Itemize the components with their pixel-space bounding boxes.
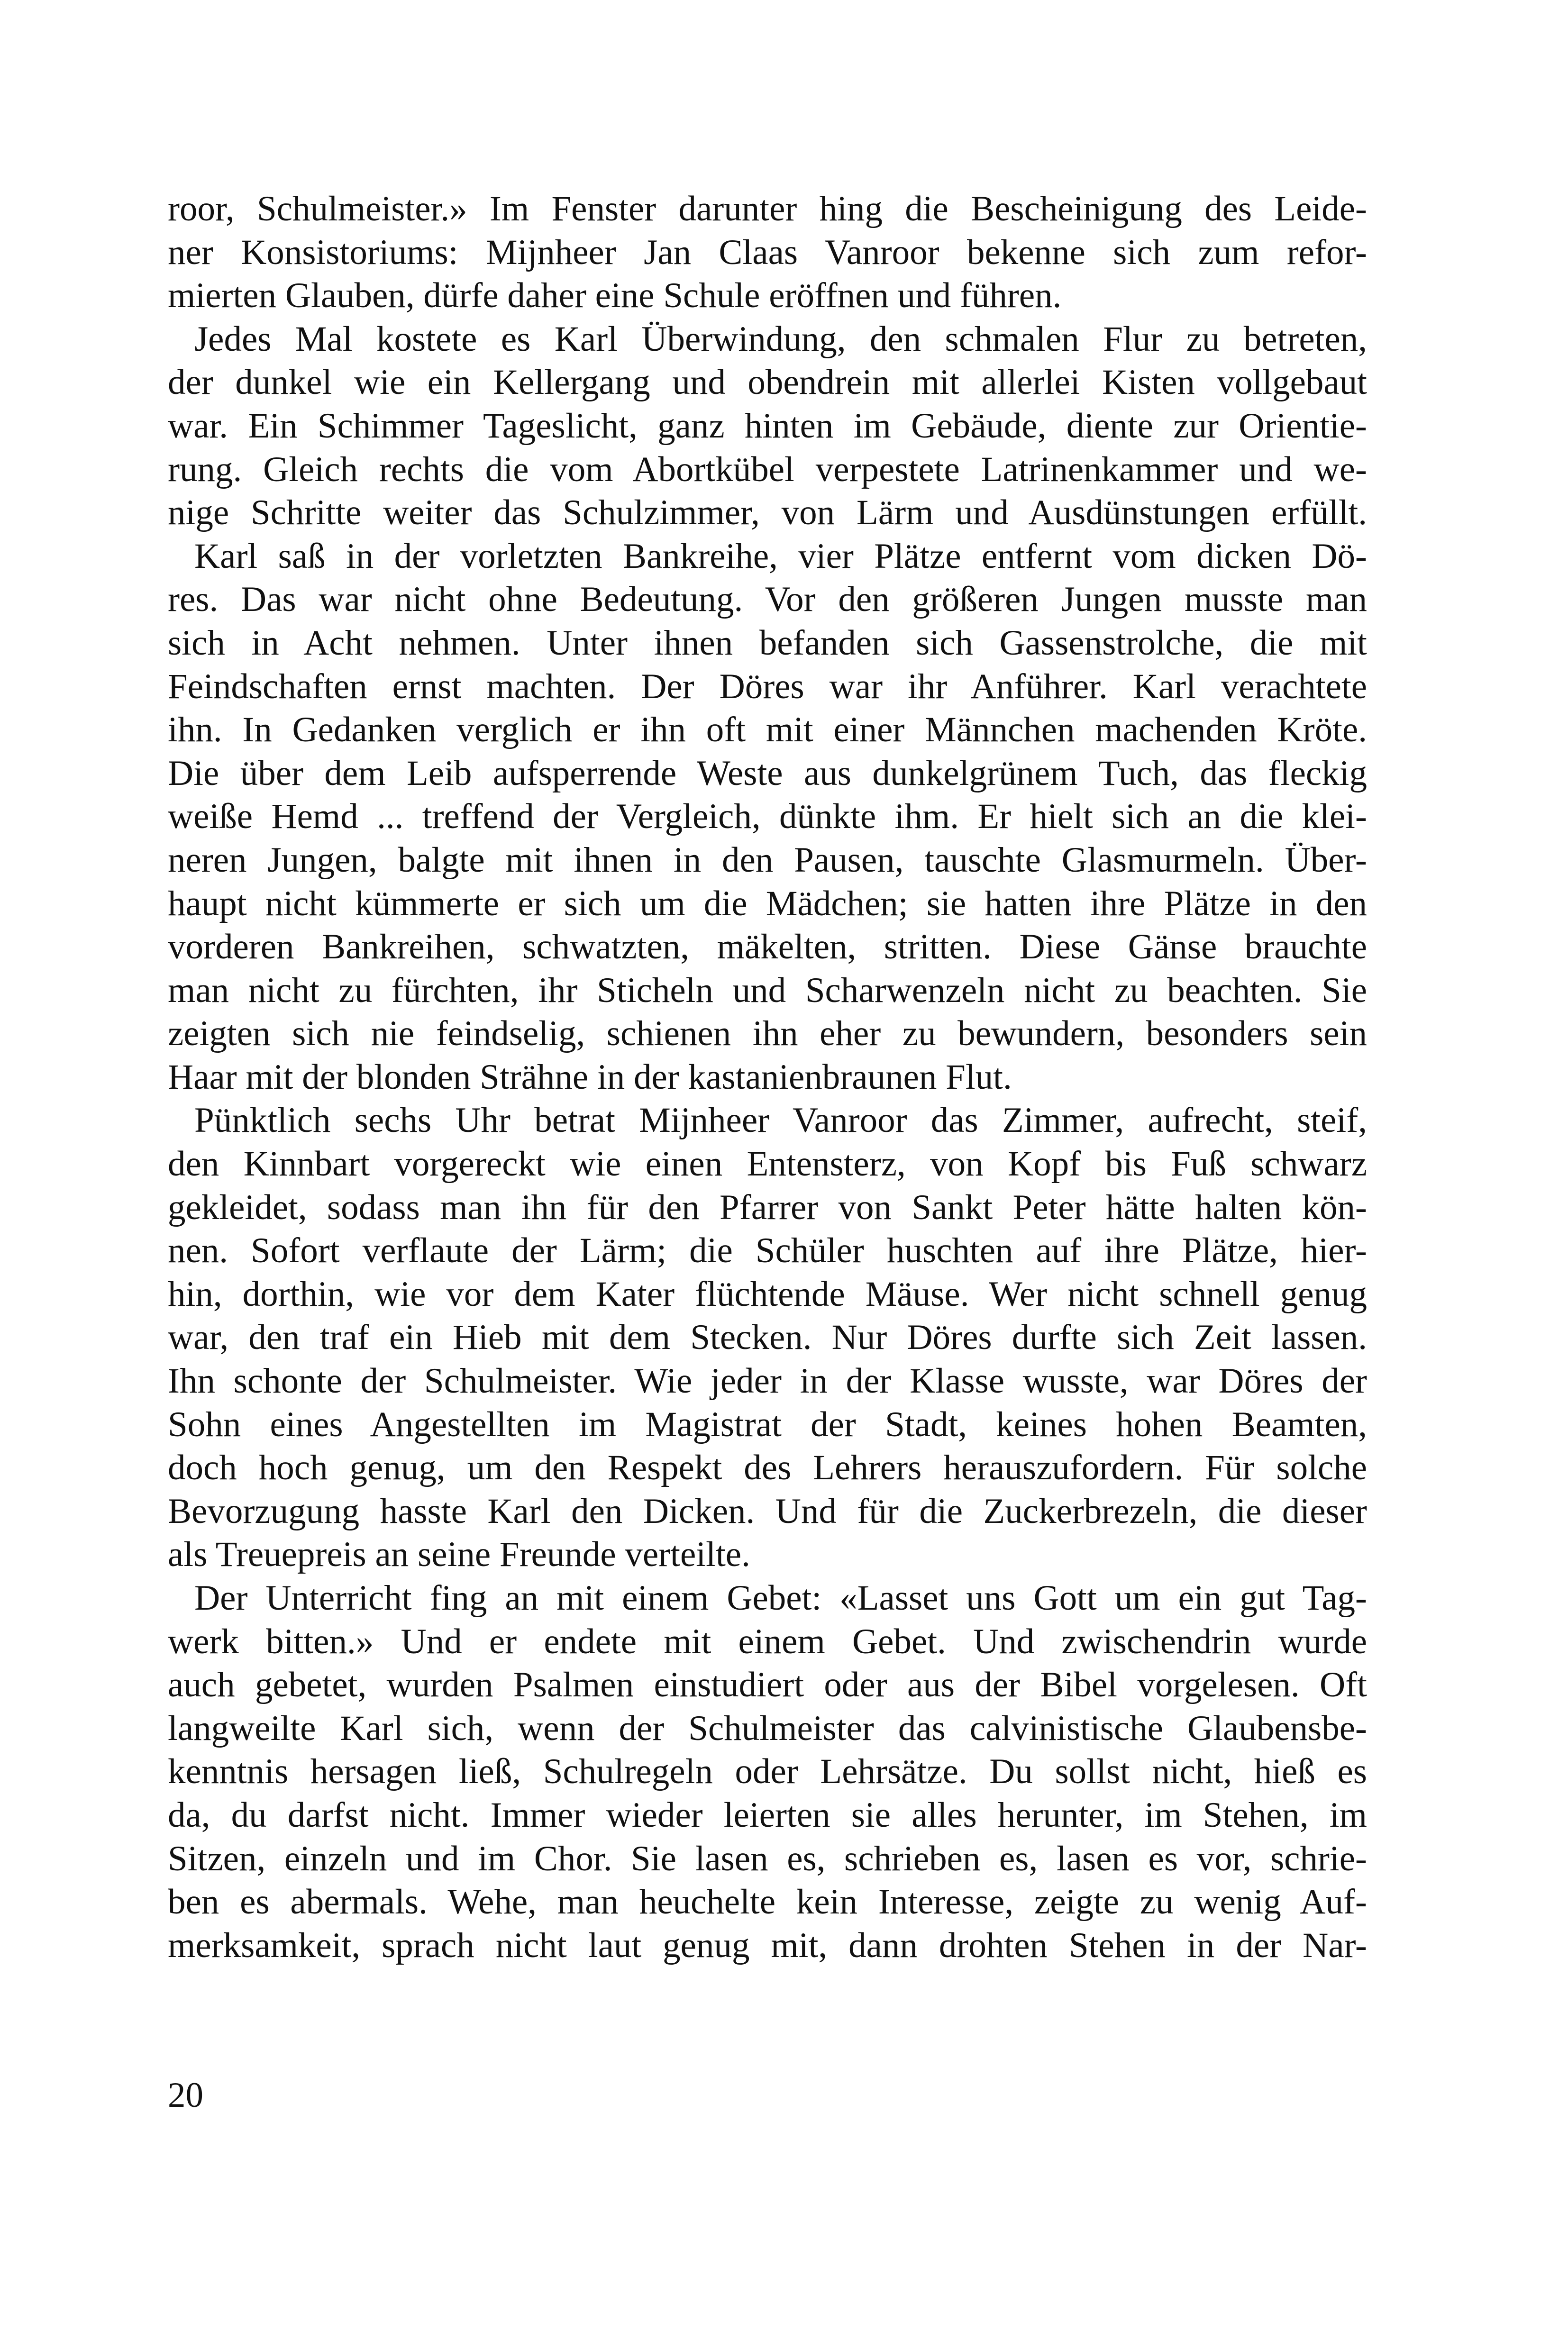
- page-number: 20: [168, 2076, 203, 2115]
- text-line: Bevorzugung hasste Karl den Dicken. Und für die Zuckerbrezeln, die dieser: [168, 1491, 1367, 1531]
- text-line: der dunkel wie ein Kellergang und obendrein mit allerlei Kisten vollgebaut: [168, 363, 1367, 402]
- text-line: Feindschaften ernst machten. Der Döres war ihr Anführer. Karl verachtete: [168, 666, 1367, 706]
- text-line: nige Schritte weiter das Schulzimmer, von Lärm und Ausdünstungen erfüllt.: [168, 493, 1367, 533]
- text-line: ben es abermals. Wehe, man heuchelte kein Interesse, zeigte zu wenig Auf-: [168, 1882, 1367, 1922]
- text-line: sich in Acht nehmen. Unter ihnen befanden sich Gassenstrolche, die mit: [168, 623, 1367, 663]
- text-line: Jedes Mal kostete es Karl Überwindung, den schmalen Flur zu betreten,: [194, 319, 1367, 359]
- text-line: Die über dem Leib aufsperrende Weste aus dunkelgrünem Tuch, das fleckig: [168, 753, 1367, 793]
- text-line: war, den traf ein Hieb mit dem Stecken. Nur Döres durfte sich Zeit lassen.: [168, 1318, 1367, 1357]
- text-line: als Treuepreis an seine Freunde verteilte.: [168, 1535, 750, 1575]
- text-line: hin, dorthin, wie vor dem Kater flüchtende Mäuse. Wer nicht schnell genug: [168, 1274, 1367, 1314]
- text-line: nen. Sofort verflaute der Lärm; die Schüler huschten auf ihre Plätze, hier-: [168, 1231, 1367, 1271]
- text-line: neren Jungen, balgte mit ihnen in den Pausen, tauschte Glasmurmeln. Über-: [168, 840, 1367, 880]
- text-line: rung. Gleich rechts die vom Abortkübel verpestete Latrinenkammer und we-: [168, 449, 1367, 489]
- text-line: war. Ein Schimmer Tageslicht, ganz hinten im Gebäude, diente zur Orientie-: [168, 406, 1367, 446]
- body-text: [168, 187, 1367, 1967]
- text-line: langweilte Karl sich, wenn der Schulmeister das calvinistische Glaubensbe-: [168, 1708, 1367, 1748]
- text-line: Sitzen, einzeln und im Chor. Sie lasen es, schrieben es, lasen es vor, schrie-: [168, 1839, 1367, 1878]
- text-line: roor, Schulmeister.» Im Fenster darunter hing die Bescheinigung des Leide-: [168, 189, 1367, 228]
- text-line: Ihn schonte der Schulmeister. Wie jeder in der Klasse wusste, war Döres der: [168, 1361, 1367, 1401]
- text-line: zeigten sich nie feindselig, schienen ihn eher zu bewundern, besonders sein: [168, 1014, 1367, 1054]
- text-line: da, du darfst nicht. Immer wieder leierten sie alles herunter, im Stehen, im: [168, 1795, 1367, 1835]
- text-line: auch gebetet, wurden Psalmen einstudiert oder aus der Bibel vorgelesen. Oft: [168, 1665, 1367, 1705]
- text-line: Der Unterricht fing an mit einem Gebet: «Lasset uns Gott um ein gut Tag-: [194, 1578, 1367, 1618]
- text-line: haupt nicht kümmerte er sich um die Mädchen; sie hatten ihre Plätze in den: [168, 884, 1367, 923]
- text-line: res. Das war nicht ohne Bedeutung. Vor den größeren Jungen musste man: [168, 580, 1367, 619]
- text-line: doch hoch genug, um den Respekt des Lehrers herauszufordern. Für solche: [168, 1448, 1367, 1488]
- text-line: Pünktlich sechs Uhr betrat Mijnheer Vanroor das Zimmer, aufrecht, steif,: [194, 1101, 1367, 1140]
- text-line: den Kinnbart vorgereckt wie einen Entensterz, von Kopf bis Fuß schwarz: [168, 1144, 1367, 1184]
- text-line: Sohn eines Angestellten im Magistrat der Stadt, keines hohen Beamten,: [168, 1404, 1367, 1444]
- text-line: gekleidet, sodass man ihn für den Pfarrer von Sankt Peter hätte halten kön-: [168, 1187, 1367, 1227]
- text-line: weiße Hemd ... treffend der Vergleich, dünkte ihm. Er hielt sich an die klei-: [168, 797, 1367, 837]
- text-line: vorderen Bankreihen, schwatzten, mäkelten, stritten. Diese Gänse brauchte: [168, 927, 1367, 967]
- text-line: ner Konsistoriums: Mijnheer Jan Claas Vanroor bekenne sich zum refor-: [168, 232, 1367, 272]
- text-line: Karl saß in der vorletzten Bankreihe, vier Plätze entfernt vom dicken Dö-: [194, 536, 1367, 576]
- text-line: merksamkeit, sprach nicht laut genug mit, dann drohten Stehen in der Nar-: [168, 1925, 1367, 1965]
- text-line: kenntnis hersagen ließ, Schulregeln oder Lehrsätze. Du sollst nicht, hieß es: [168, 1752, 1367, 1792]
- text-line: man nicht zu fürchten, ihr Sticheln und Scharwenzeln nicht zu beachten. Sie: [168, 970, 1367, 1010]
- text-line: mierten Glauben, dürfe daher eine Schule eröffnen und führen.: [168, 276, 1062, 316]
- text-line: werk bitten.» Und er endete mit einem Gebet. Und zwischendrin wurde: [168, 1621, 1367, 1661]
- text-line: Haar mit der blonden Strähne in der kastanienbraunen Flut.: [168, 1057, 1012, 1097]
- text-line: ihn. In Gedanken verglich er ihn oft mit einer Männchen machenden Kröte.: [168, 710, 1367, 750]
